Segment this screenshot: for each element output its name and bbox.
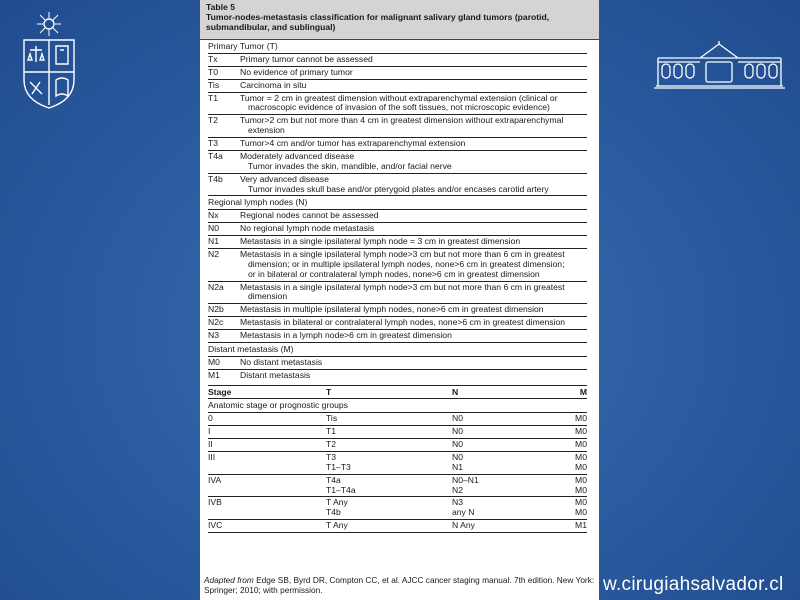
row-text-continued: extension xyxy=(248,125,285,136)
stage-table-header xyxy=(208,385,587,400)
row-text: No evidence of primary tumor xyxy=(240,66,353,77)
stage-label: IVC xyxy=(208,520,223,531)
row-code: N3 xyxy=(208,330,219,340)
stage-n-value: N0 xyxy=(452,439,463,449)
row-text: No distant metastasis xyxy=(240,356,323,367)
stage-values xyxy=(326,440,587,450)
row-description xyxy=(240,139,587,149)
row-description xyxy=(240,55,587,65)
stage-label: 0 xyxy=(208,413,213,424)
stage-m-value: M0 xyxy=(575,451,587,462)
regional-node-row xyxy=(208,236,587,249)
row-text: No regional lymph node metastasis xyxy=(240,223,375,234)
stage-n-value: N0 xyxy=(452,413,463,424)
primary-tumor-row xyxy=(208,80,587,93)
stage-values xyxy=(326,521,587,531)
row-description xyxy=(240,116,587,136)
stage-n-value: N0 xyxy=(452,426,463,437)
row-text-continued: Tumor invades skull base and/or pterygoid plates and/or encases carotid artery xyxy=(248,183,549,194)
row-text: Tumor>2 cm but not more than 4 cm in greatest dimension without extraparenchymal xyxy=(240,115,564,126)
row-description xyxy=(240,81,587,91)
row-text: Metastasis in a single ipsilateral lymph node>3 cm but not more than 6 cm in greatest xyxy=(240,281,565,292)
stage-label: II xyxy=(208,439,213,449)
row-text: Distant metastasis xyxy=(240,369,311,380)
primary-tumor-row xyxy=(208,151,587,174)
row-description xyxy=(240,224,587,234)
primary-tumor-row xyxy=(208,93,587,116)
row-description xyxy=(240,305,587,315)
stage-m-value: M0 xyxy=(575,507,587,518)
stage-line xyxy=(326,414,587,424)
row-text: Tumor>4 cm and/or tumor has extraparenchymal extension xyxy=(240,138,466,148)
row-text-continued: dimension; or in multiple ipsilateral lymph nodes, none>6 cm in greatest dimension; xyxy=(248,258,565,269)
stage-m-value: M0 xyxy=(575,461,587,472)
stage-line xyxy=(326,463,587,473)
regional-node-row xyxy=(208,330,587,343)
stage-n-value: N0 xyxy=(452,451,463,462)
row-code: T0 xyxy=(208,66,219,77)
table-header xyxy=(200,0,599,40)
row-code: Tis xyxy=(208,79,220,90)
row-code: T4b xyxy=(208,173,223,184)
stage-row xyxy=(208,475,587,498)
primary-tumor-row xyxy=(208,67,587,80)
row-code: T1 xyxy=(208,92,219,103)
row-text-continued: or in bilateral or contralateral lymph nodes, none>6 cm in greatest dimension xyxy=(248,268,540,279)
section-heading-distant-metastasis: Distant metastasis (M) xyxy=(208,343,587,357)
stage-rows xyxy=(208,413,587,533)
row-description xyxy=(240,68,587,78)
stage-t-value: T1–T4a xyxy=(326,484,356,495)
stage-row xyxy=(208,497,587,520)
row-text: Very advanced disease xyxy=(240,173,329,184)
row-description xyxy=(240,371,587,381)
row-code: Tx xyxy=(208,53,218,64)
section-heading-primary-tumor: Primary Tumor (T) xyxy=(208,40,587,54)
stage-m-value: M0 xyxy=(575,474,587,485)
stage-values xyxy=(326,427,587,437)
stage-header-stage: Stage xyxy=(208,386,232,397)
distant-metastasis-row xyxy=(208,370,587,382)
stage-subheading: Anatomic stage or prognostic groups xyxy=(208,399,587,413)
row-text: Moderately advanced disease xyxy=(240,150,355,161)
table-slide xyxy=(200,0,599,600)
stage-values xyxy=(326,414,587,424)
stage-t-value: T1–T3 xyxy=(326,461,351,472)
stage-n-value: N1 xyxy=(452,461,463,472)
stage-t-value: T2 xyxy=(326,439,337,449)
regional-node-row xyxy=(208,317,587,330)
section-heading-regional-nodes: Regional lymph nodes (N) xyxy=(208,196,587,210)
stage-t-value: T3 xyxy=(326,451,337,462)
stage-row xyxy=(208,426,587,439)
primary-tumor-row xyxy=(208,54,587,67)
stage-line xyxy=(326,440,587,450)
regional-nodes-block xyxy=(208,196,587,343)
stage-row xyxy=(208,520,587,533)
regional-node-row xyxy=(208,223,587,236)
row-text-continued: dimension xyxy=(248,291,288,302)
row-text: Primary tumor cannot be assessed xyxy=(240,53,373,64)
row-code: Nx xyxy=(208,210,219,221)
stage-header-t: T xyxy=(326,386,332,397)
primary-tumor-row xyxy=(208,174,587,197)
stage-header-n: N xyxy=(452,386,459,397)
stage-t-value: Tis xyxy=(326,413,338,424)
stage-m-value: M0 xyxy=(575,439,587,449)
stage-line xyxy=(326,521,587,531)
row-text: Carcinoma in situ xyxy=(240,79,307,90)
stage-label: IVA xyxy=(208,474,222,485)
stage-line xyxy=(326,508,587,518)
regional-node-row xyxy=(208,249,587,282)
distant-metastasis-row xyxy=(208,357,587,370)
row-text: Tumor = 2 cm in greatest dimension without extraparenchymal extension (clinical or xyxy=(240,92,558,103)
stage-t-value: T4a xyxy=(326,474,341,485)
row-code: N2b xyxy=(208,304,224,315)
row-text: Metastasis in multiple ipsilateral lymph nodes, none>6 cm in greatest dimension xyxy=(240,304,544,315)
row-text: Metastasis in bilateral or contralateral lymph nodes, none>6 cm in greatest dimension xyxy=(240,317,566,328)
row-text: Regional nodes cannot be assessed xyxy=(240,210,379,221)
row-description xyxy=(240,237,587,247)
row-code: N2c xyxy=(208,317,224,328)
row-code: T3 xyxy=(208,138,219,148)
stage-t-value: T1 xyxy=(326,426,337,437)
stage-t-value: T4b xyxy=(326,507,341,518)
row-description xyxy=(240,152,587,172)
row-text-continued: macroscopic evidence of invasion of the soft tissues, not microscopic evidence) xyxy=(248,102,550,113)
row-description xyxy=(240,331,587,341)
footnote-text: Edge SB, Byrd DR, Compton CC, et al. AJCC cancer staging manual. 7th edition. New York: Springer; 2010; with permission. xyxy=(204,575,595,595)
stage-m-value: M1 xyxy=(575,520,587,531)
primary-tumor-row xyxy=(208,115,587,138)
stage-line xyxy=(326,486,587,496)
row-description xyxy=(240,94,587,114)
stage-n-value: N Any xyxy=(452,520,475,531)
stage-n-value: N2 xyxy=(452,484,463,495)
stage-values xyxy=(326,453,587,473)
row-code: M0 xyxy=(208,356,220,367)
stage-t-value: T Any xyxy=(326,497,348,508)
row-text: Metastasis in a lymph node>6 cm in greatest dimension xyxy=(240,330,452,340)
row-text-continued: Tumor invades the skin, mandible, and/or facial nerve xyxy=(248,160,452,171)
row-description xyxy=(240,318,587,328)
stage-m-value: M0 xyxy=(575,413,587,424)
row-code: N0 xyxy=(208,223,219,234)
row-text: Metastasis in a single ipsilateral lymph node>3 cm but not more than 6 cm in greatest xyxy=(240,248,565,259)
stage-values xyxy=(326,498,587,518)
stage-line xyxy=(326,427,587,437)
table-number: Table 5 xyxy=(206,2,235,12)
row-description xyxy=(240,211,587,221)
primary-tumor-block xyxy=(208,40,587,196)
row-code: T2 xyxy=(208,115,219,126)
stage-n-value: N3 xyxy=(452,497,463,508)
stage-label: III xyxy=(208,451,216,462)
row-description xyxy=(240,358,587,368)
regional-node-row xyxy=(208,304,587,317)
row-code: T4a xyxy=(208,150,223,161)
row-code: N2a xyxy=(208,281,224,292)
stage-n-value: any N xyxy=(452,507,475,518)
stage-values xyxy=(326,476,587,496)
stage-m-value: M0 xyxy=(575,497,587,508)
stage-t-value: T Any xyxy=(326,520,348,531)
stage-row xyxy=(208,452,587,475)
table-title: Tumor-nodes-metastasis classification for malignant salivary gland tumors (parotid, submandibular, and sublingual) xyxy=(206,11,550,32)
stage-n-value: N0–N1 xyxy=(452,474,479,485)
tnm-section xyxy=(200,40,599,533)
stage-m-value: M0 xyxy=(575,426,587,437)
stage-row xyxy=(208,413,587,426)
distant-metastasis-block xyxy=(208,343,587,382)
university-crest-logo xyxy=(20,10,78,110)
row-description xyxy=(240,175,587,195)
row-code: M1 xyxy=(208,369,220,380)
regional-node-row xyxy=(208,210,587,223)
row-description xyxy=(240,250,587,280)
source-footnote xyxy=(204,576,599,596)
hospital-building-logo xyxy=(652,40,787,90)
stage-m-value: M0 xyxy=(575,484,587,495)
row-code: N1 xyxy=(208,236,219,246)
stage-row xyxy=(208,439,587,452)
row-text: Metastasis in a single ipsilateral lymph node = 3 cm in greatest dimension xyxy=(240,236,521,246)
footnote-italic: Adapted from xyxy=(204,575,254,585)
stage-label: I xyxy=(208,426,211,437)
row-description xyxy=(240,283,587,303)
website-url: w.cirugiahsalvador.cl xyxy=(603,574,784,595)
stage-header-m: M xyxy=(579,386,587,397)
primary-tumor-row xyxy=(208,138,587,151)
row-code: N2 xyxy=(208,248,219,259)
stage-label: IVB xyxy=(208,497,222,508)
regional-node-row xyxy=(208,282,587,305)
